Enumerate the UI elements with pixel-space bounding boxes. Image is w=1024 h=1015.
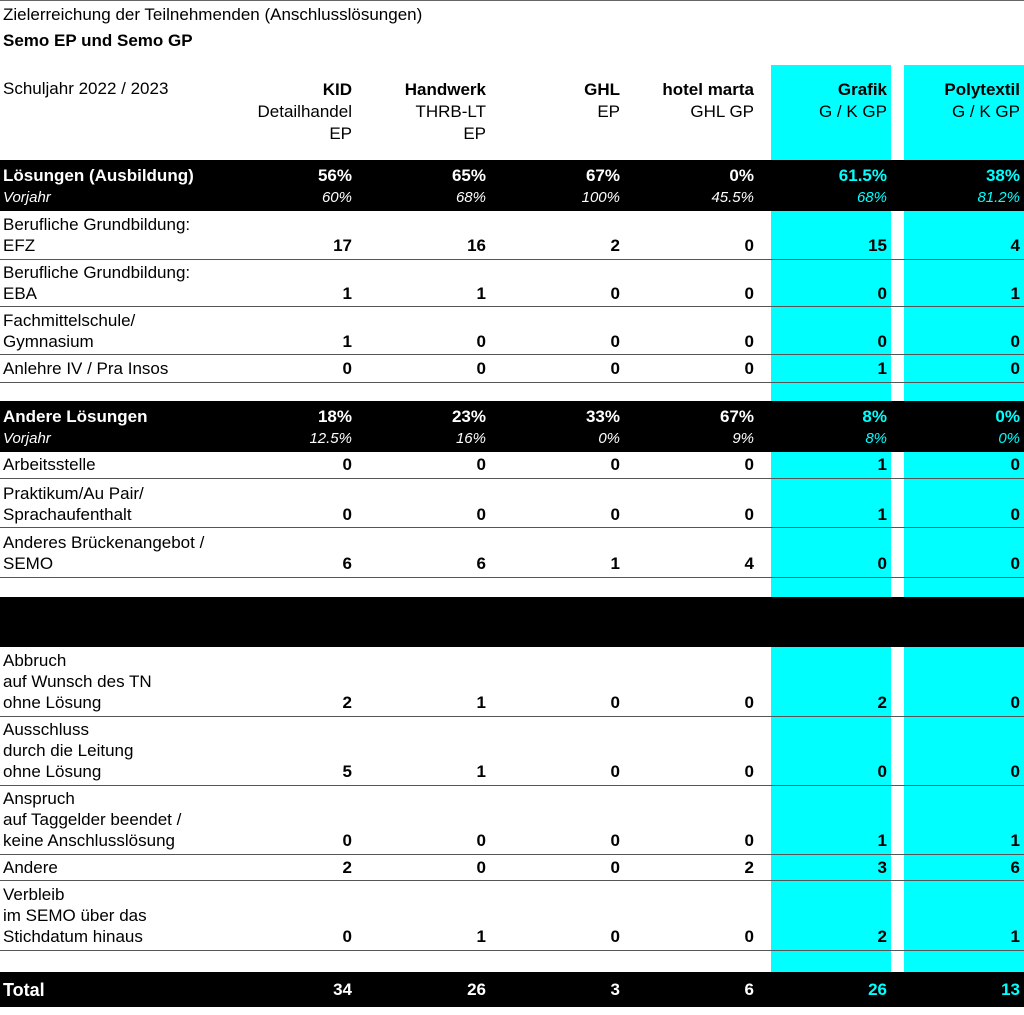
column-header-line: G / K GP — [951, 102, 1020, 121]
row-value: 1 — [342, 332, 352, 351]
document-subtitle: Semo EP und Semo GP — [3, 31, 193, 50]
row-divider — [0, 880, 1024, 881]
total-value: 3 — [610, 980, 620, 999]
row-label: Sprachaufenthalt — [3, 505, 132, 524]
section-label: Andere Lösungen — [3, 407, 148, 426]
column-header-line: EP — [463, 124, 486, 143]
row-label: Berufliche Grundbildung: — [3, 263, 191, 282]
previous-year-value: 0% — [598, 430, 620, 447]
previous-year-value: 68% — [455, 189, 486, 206]
row-value: 1 — [342, 284, 352, 303]
column-header-line: Handwerk — [404, 80, 486, 99]
row-value: 0 — [877, 762, 887, 781]
row-value: 0 — [610, 927, 620, 946]
row-value: 2 — [877, 693, 887, 712]
previous-year-value: 68% — [856, 189, 887, 206]
column-header-line: GHL — [584, 80, 620, 99]
row-value: 0 — [1010, 455, 1020, 474]
previous-year-value: 81.2% — [977, 189, 1020, 206]
row-value: 1 — [877, 359, 887, 378]
row-value: 0 — [610, 359, 620, 378]
total-value: 13 — [1001, 980, 1020, 999]
section-band-empty — [0, 597, 1024, 647]
row-value: 0 — [610, 332, 620, 351]
previous-year-value: 16% — [455, 430, 486, 447]
row-divider — [0, 382, 1024, 383]
row-label: ohne Lösung — [3, 762, 102, 781]
column-header-line: KID — [322, 80, 352, 99]
previous-year-value: 45.5% — [711, 189, 754, 206]
section-label: Lösungen (Ausbildung) — [3, 166, 194, 185]
row-divider — [0, 259, 1024, 260]
row-value: 1 — [610, 554, 620, 573]
row-value: 17 — [333, 236, 352, 255]
row-value: 0 — [1010, 359, 1020, 378]
previous-year-value: 100% — [581, 189, 620, 206]
row-label: auf Taggelder beendet / — [3, 810, 182, 829]
column-header-line: G / K GP — [818, 102, 887, 121]
row-value: 0 — [610, 693, 620, 712]
section-value: 67% — [585, 166, 620, 185]
row-value: 3 — [877, 858, 887, 877]
section-value: 65% — [451, 166, 486, 185]
row-label: auf Wunsch des TN — [3, 672, 152, 691]
row-value: 0 — [877, 332, 887, 351]
column-header — [662, 79, 754, 123]
top-rule — [0, 0, 1024, 1]
row-value: 0 — [476, 858, 486, 877]
column-header-line: hotel marta — [662, 80, 754, 99]
row-value: 6 — [342, 554, 352, 573]
column-header-line: Polytextil — [944, 80, 1020, 99]
row-value: 0 — [610, 858, 620, 877]
row-divider — [0, 577, 1024, 578]
section-value: 61.5% — [838, 166, 887, 185]
row-value: 0 — [476, 359, 486, 378]
row-label: Abbruch — [3, 651, 67, 670]
row-value: 2 — [610, 236, 620, 255]
row-value: 1 — [1010, 284, 1020, 303]
row-value: 0 — [1010, 332, 1020, 351]
row-value: 0 — [744, 831, 754, 850]
row-value: 0 — [476, 505, 486, 524]
row-value: 1 — [877, 505, 887, 524]
section-value: 56% — [317, 166, 352, 185]
section-value: 8% — [862, 407, 887, 426]
row-label: Ausschluss — [3, 720, 89, 739]
section-value: 38% — [985, 166, 1020, 185]
row-value: 2 — [342, 693, 352, 712]
section-value: 0% — [995, 407, 1020, 426]
row-value: 0 — [1010, 762, 1020, 781]
row-value: 1 — [1010, 831, 1020, 850]
row-value: 0 — [877, 284, 887, 303]
row-value: 2 — [342, 858, 352, 877]
row-value: 0 — [744, 284, 754, 303]
section-value: 33% — [585, 407, 620, 426]
row-value: 1 — [1010, 927, 1020, 946]
previous-year-value: 0% — [998, 430, 1020, 447]
row-value: 0 — [476, 455, 486, 474]
row-divider — [0, 478, 1024, 479]
previous-year-value: 60% — [321, 189, 352, 206]
row-divider — [0, 854, 1024, 855]
row-value: 0 — [744, 693, 754, 712]
row-value: 0 — [1010, 693, 1020, 712]
row-value: 0 — [744, 505, 754, 524]
row-divider — [0, 354, 1024, 355]
row-label: durch die Leitung — [3, 741, 134, 760]
total-value: 6 — [744, 980, 754, 999]
document-title: Zielerreichung der Teilnehmenden (Anschlusslösungen) — [3, 5, 423, 24]
row-value: 0 — [476, 831, 486, 850]
row-value: 0 — [877, 554, 887, 573]
column-header — [405, 79, 486, 145]
row-value: 0 — [610, 831, 620, 850]
row-label: Anlehre IV / Pra Insos — [3, 359, 169, 378]
row-label: Andere — [3, 858, 58, 877]
column-header-line: Detailhandel — [257, 102, 352, 121]
row-value: 0 — [342, 359, 352, 378]
row-label: Gymnasium — [3, 332, 94, 351]
row-label: Arbeitsstelle — [3, 455, 96, 474]
row-value: 0 — [342, 831, 352, 850]
row-value: 0 — [744, 236, 754, 255]
row-value: 5 — [342, 762, 352, 781]
row-value: 0 — [342, 455, 352, 474]
row-label: SEMO — [3, 554, 54, 573]
school-year-label: Schuljahr 2022 / 2023 — [3, 79, 169, 98]
row-divider — [0, 950, 1024, 951]
column-header-line: EP — [597, 102, 620, 121]
row-value: 1 — [877, 831, 887, 850]
row-label: Anspruch — [3, 789, 75, 808]
row-value: 0 — [610, 455, 620, 474]
row-value: 0 — [744, 455, 754, 474]
row-value: 0 — [610, 284, 620, 303]
section-value: 23% — [451, 407, 486, 426]
row-value: 1 — [877, 455, 887, 474]
previous-year-value: 8% — [865, 430, 887, 447]
column-header — [584, 79, 620, 123]
row-value: 1 — [476, 284, 486, 303]
row-label: Verbleib — [3, 885, 65, 904]
previous-year-value: 9% — [732, 430, 754, 447]
row-value: 0 — [342, 505, 352, 524]
row-value: 0 — [610, 762, 620, 781]
section-value: 0% — [729, 166, 754, 185]
row-value: 1 — [476, 693, 486, 712]
row-label: Stichdatum hinaus — [3, 927, 143, 946]
row-value: 15 — [868, 236, 887, 255]
row-value: 16 — [467, 236, 486, 255]
column-header-line: THRB-LT — [415, 102, 486, 121]
section-value: 18% — [317, 407, 352, 426]
row-label: EBA — [3, 284, 38, 303]
total-value: 26 — [868, 980, 887, 999]
column-header-line: GHL GP — [690, 102, 754, 121]
column-header-line: EP — [329, 124, 352, 143]
row-label: keine Anschlusslösung — [3, 831, 176, 850]
row-label: ohne Lösung — [3, 693, 102, 712]
row-value: 4 — [744, 554, 754, 573]
row-value: 0 — [744, 332, 754, 351]
row-value: 2 — [877, 927, 887, 946]
row-value: 1 — [476, 762, 486, 781]
row-value: 1 — [476, 927, 486, 946]
row-value: 6 — [476, 554, 486, 573]
row-label: Anderes Brückenangebot / — [3, 533, 205, 552]
total-value: 26 — [467, 980, 486, 999]
row-divider — [0, 785, 1024, 786]
column-header — [819, 79, 887, 123]
row-value: 0 — [1010, 554, 1020, 573]
column-header — [944, 79, 1020, 123]
row-value: 0 — [342, 927, 352, 946]
previous-year-value: 12.5% — [309, 430, 352, 447]
column-header — [257, 79, 352, 145]
row-label: Berufliche Grundbildung: — [3, 215, 191, 234]
row-value: 0 — [1010, 505, 1020, 524]
previous-year-label: Vorjahr — [3, 430, 51, 447]
previous-year-label: Vorjahr — [3, 189, 51, 206]
column-header-line: Grafik — [837, 80, 887, 99]
row-value: 0 — [744, 927, 754, 946]
row-value: 2 — [744, 858, 754, 877]
row-divider — [0, 716, 1024, 717]
total-value: 34 — [333, 980, 352, 999]
row-divider — [0, 306, 1024, 307]
row-value: 4 — [1010, 236, 1020, 255]
row-value: 0 — [610, 505, 620, 524]
row-label: im SEMO über das — [3, 906, 147, 925]
total-label: Total — [3, 980, 45, 1000]
section-value: 67% — [719, 407, 754, 426]
row-value: 0 — [744, 359, 754, 378]
row-divider — [0, 527, 1024, 528]
row-value: 0 — [744, 762, 754, 781]
row-value: 6 — [1010, 858, 1020, 877]
row-value: 0 — [476, 332, 486, 351]
row-label: EFZ — [3, 236, 36, 255]
row-label: Praktikum/Au Pair/ — [3, 484, 144, 503]
row-label: Fachmittelschule/ — [3, 311, 136, 330]
